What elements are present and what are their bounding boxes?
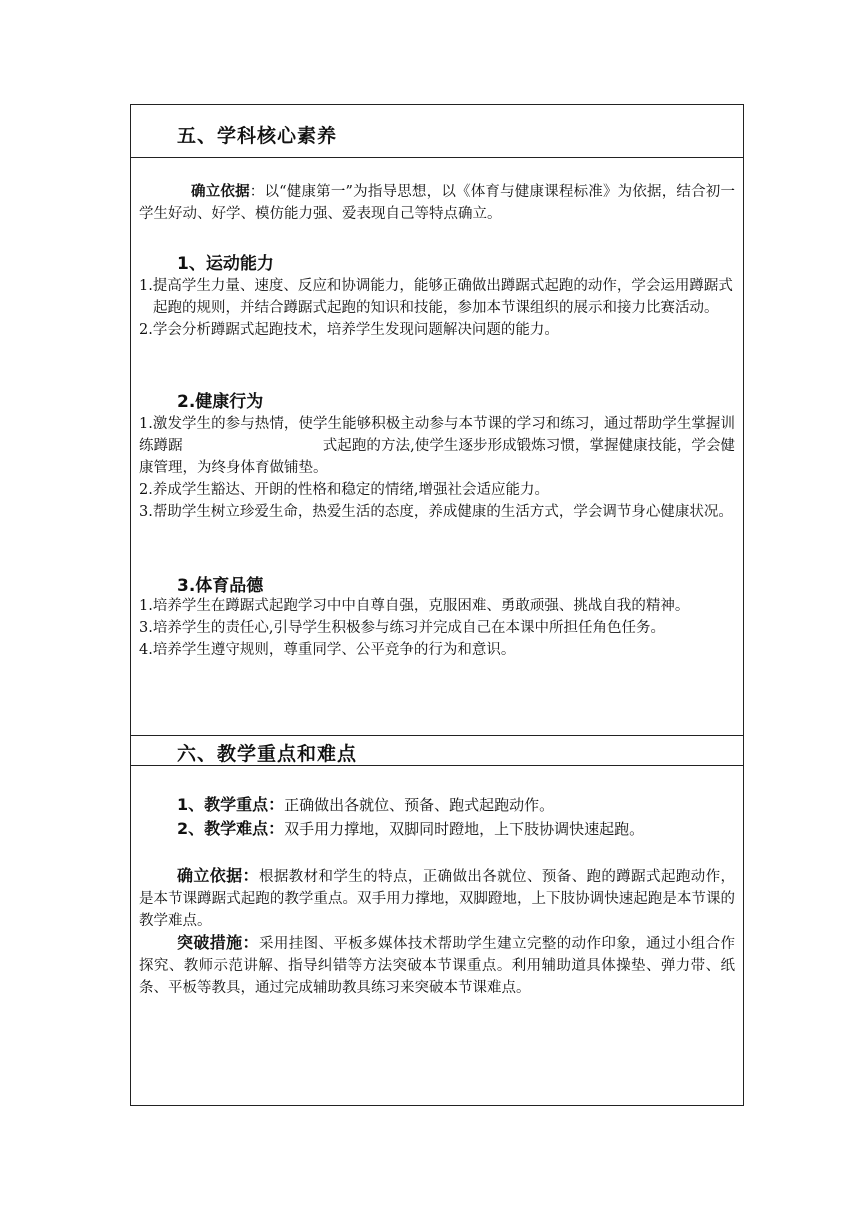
divider [131, 157, 743, 158]
difficulty-text: 双手用力撑地，双脚同时蹬地，上下肢协调快速起跑。 [284, 820, 645, 838]
basis-label: 确立依据： [177, 866, 259, 885]
difficulty-label: 2、教学难点： [177, 819, 285, 838]
measure-label: 突破措施： [177, 933, 259, 952]
list-item: 3.帮助学生树立珍爱生命，热爱生活的态度，养成健康的生活方式，学会调节身心健康状况。 [139, 504, 733, 520]
sub2-title: 2.健康行为 [177, 392, 264, 412]
key-label: 1、教学重点： [177, 795, 285, 814]
divider [131, 735, 743, 736]
list-item: 4.培养学生遵守规则，尊重同学、公平竞争的行为和意识。 [139, 642, 516, 658]
list-item: 2.养成学生豁达、开朗的性格和稳定的情绪,增强社会适应能力。 [139, 482, 549, 498]
basis-text: ：以“健康第一”为指导思想，以《体育与健康课程标准》为依据，结合初一学生好动、好学、模仿能力强、爱表现自己等特点确立。 [139, 184, 736, 222]
divider [131, 765, 743, 766]
sub1-title: 1、运动能力 [177, 254, 274, 274]
section5-basis [139, 181, 735, 225]
section6-title: 六、教学重点和难点 [177, 743, 358, 765]
list-item: 3.培养学生的责任心,引导学生积极参与练习并完成自己在本课中所担任角色任务。 [139, 620, 665, 636]
section6-basis [139, 865, 735, 999]
sub3-list [139, 595, 735, 661]
basis-label: 确立依据 [191, 184, 250, 200]
item1-part-a: 1.激发学生的参与热情，使学生能够积极主动参与本节课的学习和练习，通过帮助学生掌握训练蹲踞 [139, 416, 735, 454]
key-text: 正确做出各就位、预备、跑式起跑动作。 [284, 796, 555, 814]
list-item: 1.提高学生力量、速度、反应和协调能力，能够正确做出蹲踞式起跑的动作，学会运用蹲踞式起跑的规则，并结合蹲踞式起跑的知识和技能，参加本节课组织的展示和接力比赛活动。 [139, 278, 733, 316]
document-table [130, 104, 744, 1106]
sub2-list [139, 413, 735, 523]
basis-text: 根据教材和学生的特点，正确做出各就位、预备、跑的蹲踞式起跑动作，是本节课蹲踞式起跑的教学重点。双手用力撑地，双脚蹬地，上下肢协调快速起跑是本节课的教学难点。 [139, 869, 735, 929]
measure-text: 采用挂图、平板多媒体技术帮助学生建立完整的动作印象，通过小组合作探究、教师示范讲解、指导纠错等方法突破本节课重点。利用辅助道具体操垫、弹力带、纸条、平板等教具，通过完成辅助教具练习来突破本节课难点。 [139, 936, 735, 996]
section5-title: 五、学科核心素养 [177, 125, 338, 147]
list-item: 2.学会分析蹲踞式起跑技术，培养学生发现问题解决问题的能力。 [139, 322, 559, 338]
sub3-title: 3.体育品德 [177, 576, 264, 596]
list-item [139, 413, 735, 479]
sub1-list [139, 275, 735, 341]
key-points [139, 793, 735, 841]
list-item: 1.培养学生在蹲踞式起跑学习中中自尊自强，克服困难、勇敢顽强、挑战自我的精神。 [139, 598, 690, 614]
item1-part-b: 式起跑的方法,使学生逐步形成锻炼习惯，掌握健康技能，学会健康管理，为终身体育做铺垫。 [139, 438, 736, 476]
